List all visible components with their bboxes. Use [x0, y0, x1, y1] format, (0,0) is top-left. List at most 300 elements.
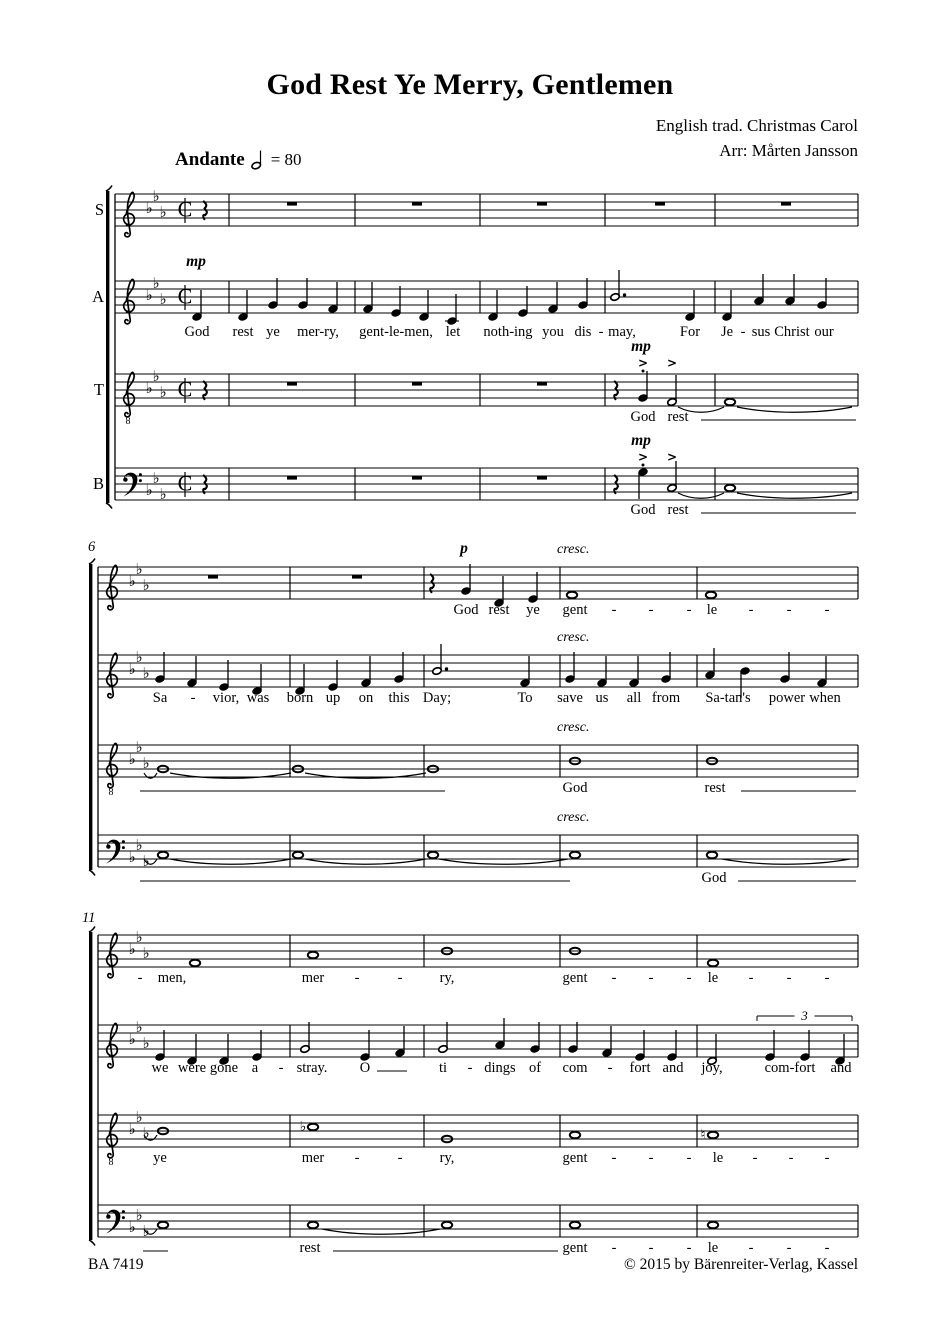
lyric-syllable: -	[354, 1150, 360, 1166]
treble-clef-stroke	[126, 192, 134, 224]
treble-clef-stroke	[108, 1056, 113, 1068]
note	[293, 852, 303, 859]
whole-notehead	[308, 952, 318, 959]
lyric-syllable: dis	[574, 324, 592, 340]
bass-clef-dot	[123, 477, 127, 481]
tie-slur	[737, 493, 852, 498]
credit-source: English trad. Christmas Carol	[655, 116, 858, 135]
lyric-syllable: gent	[562, 970, 588, 986]
lyric-syllable: of	[528, 1060, 542, 1076]
note	[780, 652, 790, 683]
system-1	[92, 186, 858, 519]
key-signature-flat-icon: ♭	[142, 664, 150, 682]
tie-slur	[170, 859, 291, 864]
note	[528, 572, 538, 603]
system-bracket	[89, 932, 92, 1240]
note	[328, 660, 338, 691]
lyric-syllable: gent	[562, 602, 588, 618]
bass-clef-dot	[122, 840, 125, 843]
lyric-syllable: -	[648, 1150, 654, 1166]
lyric-syllable: rest	[232, 324, 254, 340]
lyric-syllable: -	[748, 602, 754, 618]
note	[667, 1030, 677, 1061]
tie-slur	[678, 493, 724, 498]
lyric-syllable: gone	[209, 1060, 239, 1076]
note	[395, 1026, 405, 1057]
credit-arranger: Arr: Mårten Jansson	[719, 141, 858, 160]
lyric-syllable: fort	[629, 1060, 651, 1076]
system-2	[88, 539, 858, 886]
lyric-syllable: -	[598, 324, 604, 340]
treble-clef-stroke	[126, 372, 134, 404]
cut-time-icon: C	[177, 283, 193, 309]
bass-clef-dot	[139, 479, 142, 482]
cut-time-icon: C	[177, 376, 193, 402]
lyric-syllable: mer	[301, 1150, 325, 1166]
lyric-syllable: and	[662, 1060, 684, 1076]
lyric-syllable: born	[286, 690, 314, 706]
note	[707, 852, 717, 859]
note	[708, 1222, 718, 1229]
note	[461, 564, 471, 595]
voice-label: T	[93, 380, 104, 399]
lyric-syllable: For	[679, 324, 701, 340]
lyric-syllable: Je	[720, 324, 734, 340]
note	[155, 652, 165, 683]
page-title: God Rest Ye Merry, Gentlemen	[266, 68, 674, 101]
key-signature-flat-icon: ♭	[159, 203, 167, 221]
tie-slur	[305, 859, 426, 864]
whole-rest-icon	[287, 476, 297, 480]
lyric-syllable: rest	[488, 602, 510, 618]
lyric-syllable: mer-ry,	[297, 324, 339, 340]
lyric-syllable: -	[824, 1150, 830, 1166]
lyric-syllable: mer	[301, 970, 325, 986]
bracket-hook-bottom	[89, 1240, 95, 1246]
staff-t	[94, 338, 858, 427]
lyric-syllable: -	[137, 970, 143, 986]
whole-rest-icon	[537, 476, 547, 480]
voice-label: B	[92, 474, 104, 493]
lyric-syllable: ti	[438, 1060, 448, 1076]
lyric-syllable: gent	[562, 1240, 588, 1256]
lyric-syllable: -	[686, 1150, 692, 1166]
lyric-syllable: joy,	[701, 1060, 723, 1076]
whole-rest-icon	[287, 382, 297, 386]
note	[667, 450, 677, 492]
note	[817, 656, 827, 687]
staff-a	[92, 253, 858, 340]
cut-time-icon: C	[177, 470, 193, 496]
key-signature-flat-icon: ♭	[128, 1218, 136, 1236]
tie-slur	[439, 859, 568, 864]
treble-clef-stroke	[109, 565, 117, 597]
note	[548, 282, 558, 313]
key-signature-flat-icon: ♭	[128, 848, 136, 866]
key-signature-flat-icon: ♭	[128, 572, 136, 590]
lyric-syllable: -	[467, 1060, 473, 1076]
lyric-syllable: sus	[751, 324, 771, 340]
note	[442, 1222, 452, 1229]
crescendo-marking: cresc.	[557, 630, 590, 645]
bass-clef-dot	[122, 1210, 125, 1213]
lyric-syllable: save	[557, 690, 583, 706]
bracket-hook-top	[89, 927, 95, 933]
note	[238, 290, 248, 321]
flat-icon: ♭	[299, 1119, 307, 1135]
note	[800, 1030, 810, 1061]
lyric-syllable: -	[611, 1150, 617, 1166]
lyric-syllable: God	[184, 324, 210, 340]
note	[300, 1119, 319, 1135]
staff	[98, 928, 858, 986]
whole-notehead	[570, 852, 580, 859]
lyric-syllable: God	[453, 602, 479, 618]
lyric-syllable: were	[177, 1060, 207, 1076]
note	[708, 960, 718, 967]
treble-clef-stroke	[109, 743, 117, 775]
note	[706, 592, 716, 599]
whole-notehead	[570, 1222, 580, 1229]
lyric-syllable: -	[611, 970, 617, 986]
treble-clef-8-icon	[107, 1113, 118, 1168]
note	[155, 1030, 165, 1061]
lyric-syllable: God	[630, 409, 656, 425]
note	[602, 1026, 612, 1057]
lyric-syllable: dings	[484, 1060, 516, 1076]
lyric-syllable: -	[611, 1240, 617, 1256]
lyric-syllable: -	[354, 970, 360, 986]
dynamic-marking: mp	[631, 338, 651, 355]
note	[428, 852, 438, 859]
bracket-hook-bottom	[106, 503, 112, 509]
crescendo-marking: cresc.	[557, 810, 590, 825]
lyric-syllable: -	[686, 1240, 692, 1256]
lyric-syllable: rest	[667, 502, 689, 518]
whole-rest-icon	[655, 202, 665, 206]
whole-notehead	[725, 399, 735, 406]
lyric-syllable: we	[151, 1060, 169, 1076]
lyric-syllable: this	[388, 690, 410, 706]
system-3	[82, 910, 858, 1256]
half-note-icon	[250, 149, 266, 171]
note	[187, 656, 197, 687]
key-signature-flat-icon: ♭	[142, 576, 150, 594]
note	[638, 356, 648, 402]
treble-clef-icon	[107, 653, 118, 697]
whole-rest-icon	[412, 382, 422, 386]
lyric-syllable: O	[359, 1060, 371, 1076]
staff-s	[95, 187, 858, 237]
lyric-syllable: ry,	[439, 1150, 455, 1166]
copyright-notice: © 2015 by Bärenreiter-Verlag, Kassel	[624, 1256, 858, 1273]
lyric-syllable: God	[562, 780, 588, 796]
treble-clef-icon	[107, 933, 118, 977]
voice-label: S	[94, 200, 104, 219]
crescendo-marking: cresc.	[557, 542, 590, 557]
dynamic-marking: mp	[631, 432, 651, 449]
lyric-syllable: -	[788, 1150, 794, 1166]
lyric-syllable: rest	[299, 1240, 321, 1256]
note	[360, 1030, 370, 1061]
lyric-syllable: -	[648, 1240, 654, 1256]
tie-slur	[722, 859, 850, 864]
treble-clef-stroke	[126, 279, 134, 311]
staff	[98, 540, 858, 618]
note	[667, 356, 677, 406]
key-signature-flat-icon: ♭	[135, 928, 143, 946]
bracket-hook-top	[89, 559, 95, 565]
octave-8-label: 8	[108, 1157, 114, 1168]
whole-rest-icon	[537, 202, 547, 206]
lyric-syllable: power	[768, 690, 806, 706]
key-signature-flat-icon: ♭	[135, 560, 143, 578]
treble-clef-icon	[107, 565, 118, 609]
lyric-syllable: on	[358, 690, 374, 706]
treble-clef-8-icon	[107, 743, 118, 798]
lyric-syllable: -	[786, 602, 792, 618]
lyric-syllable: and	[830, 1060, 852, 1076]
whole-rest-icon	[412, 202, 422, 206]
staff-b	[93, 432, 858, 518]
lyric-syllable: gent	[562, 1150, 588, 1166]
note	[785, 274, 795, 305]
measure-number: 6	[88, 539, 96, 555]
lyric-syllable: -	[824, 1240, 830, 1256]
staff	[98, 630, 858, 706]
tempo-marking	[175, 149, 302, 171]
note	[419, 290, 429, 321]
lyric-syllable: vior,	[212, 690, 240, 706]
note	[565, 652, 575, 683]
note	[570, 852, 580, 859]
whole-rest-icon	[287, 202, 297, 206]
lyric-syllable: gent-le-men,	[359, 324, 433, 340]
whole-rest-icon	[352, 575, 362, 579]
key-signature-flat-icon: ♭	[152, 469, 160, 487]
lyric-syllable: rest	[704, 780, 726, 796]
note	[192, 290, 202, 321]
note	[661, 652, 671, 683]
lyric-syllable: To	[517, 690, 533, 706]
key-signature-flat-icon: ♭	[152, 367, 160, 385]
key-signature-flat-icon: ♭	[142, 1222, 150, 1240]
note	[488, 290, 498, 321]
key-signature-flat-icon: ♭	[128, 1120, 136, 1138]
lyric-syllable: -	[686, 970, 692, 986]
treble-clef-stroke	[109, 653, 117, 685]
lyric-syllable: let	[445, 324, 461, 340]
lyric-syllable: le	[707, 970, 719, 986]
treble-clef-stroke	[108, 966, 113, 978]
key-signature-flat-icon: ♭	[145, 286, 153, 304]
whole-notehead	[570, 1132, 580, 1139]
staccato-dot-icon	[642, 370, 645, 373]
key-signature-flat-icon: ♭	[128, 1030, 136, 1048]
lyric-syllable: noth-ing	[483, 324, 533, 340]
crescendo-marking: cresc.	[557, 720, 590, 735]
key-signature-flat-icon: ♭	[145, 379, 153, 397]
lyric-syllable: com-fort	[764, 1060, 816, 1076]
lyric-syllable: Sa-tan's	[705, 690, 751, 706]
note	[568, 1022, 578, 1053]
lyric-syllable: le	[706, 602, 718, 618]
note	[725, 485, 735, 492]
note	[817, 278, 827, 309]
key-signature-flat-icon: ♭	[145, 481, 153, 499]
lyric-syllable: -	[278, 1060, 284, 1076]
key-signature-flat-icon: ♭	[128, 660, 136, 678]
note	[300, 1022, 310, 1053]
key-signature-flat-icon: ♭	[128, 940, 136, 958]
key-signature-flat-icon: ♭	[152, 274, 160, 292]
note	[754, 274, 764, 305]
staff	[98, 1008, 858, 1076]
staff	[98, 1205, 858, 1256]
key-signature-flat-icon: ♭	[128, 750, 136, 768]
whole-notehead	[706, 592, 716, 599]
key-signature-flat-icon: ♭	[159, 383, 167, 401]
treble-clef-stroke	[125, 312, 130, 324]
key-signature-flat-icon: ♭	[142, 754, 150, 772]
staff	[98, 810, 858, 886]
lyric-syllable: God	[701, 870, 727, 886]
note	[530, 1022, 540, 1053]
note	[635, 1030, 645, 1061]
note	[190, 960, 200, 967]
whole-notehead	[567, 592, 577, 599]
lyric-syllable: -	[611, 602, 617, 618]
tie-slur	[322, 1229, 440, 1234]
lyric-syllable: -	[648, 602, 654, 618]
key-signature-flat-icon: ♭	[135, 1108, 143, 1126]
note	[308, 1222, 318, 1229]
whole-notehead	[190, 960, 200, 967]
lyric-syllable: Day;	[422, 690, 452, 706]
note	[518, 286, 528, 317]
note	[361, 656, 371, 687]
bass-clef-dot	[106, 1214, 110, 1218]
bracket-hook-bottom	[89, 870, 95, 876]
key-signature-flat-icon: ♭	[135, 1018, 143, 1036]
staccato-dot-icon	[642, 464, 645, 467]
note	[567, 592, 577, 599]
note	[391, 286, 401, 317]
octave-8-label: 8	[125, 416, 131, 427]
treble-clef-stroke	[108, 598, 113, 610]
note	[722, 290, 732, 321]
lyric-syllable: -	[824, 970, 830, 986]
lyric-syllable: -	[607, 1060, 613, 1076]
lyric-syllable: -	[786, 970, 792, 986]
note	[438, 1022, 448, 1053]
lyric-syllable: rest	[667, 409, 689, 425]
key-signature-flat-icon: ♭	[152, 187, 160, 205]
accent-icon: >	[666, 450, 678, 464]
augmentation-dot	[623, 293, 626, 296]
lyric-syllable: Sa	[152, 690, 168, 706]
whole-notehead	[158, 1222, 168, 1229]
lyric-syllable: ye	[153, 1150, 167, 1166]
whole-notehead	[708, 1222, 718, 1229]
lyric-syllable: ry,	[439, 970, 455, 986]
treble-clef-stroke	[108, 686, 113, 698]
note	[570, 1132, 580, 1139]
treble-clef-8-icon	[124, 372, 135, 427]
lyric-syllable: -	[648, 970, 654, 986]
note	[765, 1030, 775, 1061]
whole-notehead	[308, 1222, 318, 1229]
whole-notehead	[293, 852, 303, 859]
treble-clef-icon	[124, 279, 135, 323]
note	[252, 1030, 262, 1061]
key-signature-flat-icon: ♭	[159, 485, 167, 503]
key-signature-flat-icon: ♭	[142, 1034, 150, 1052]
bracket-hook-top	[106, 186, 112, 192]
lyric-syllable: from	[651, 690, 681, 706]
note	[308, 952, 318, 959]
system-bracket	[106, 191, 109, 503]
key-signature-flat-icon: ♭	[142, 852, 150, 870]
note	[700, 1127, 718, 1143]
lyric-syllable: -	[824, 602, 830, 618]
note	[158, 1222, 168, 1229]
note	[394, 652, 404, 683]
lyric-syllable: stray.	[296, 1060, 328, 1076]
accent-icon: >	[637, 356, 649, 370]
lyric-syllable: our	[814, 324, 834, 340]
bass-clef-dot	[122, 1216, 125, 1219]
key-signature-flat-icon: ♭	[159, 290, 167, 308]
system-bracket	[89, 564, 92, 870]
lyric-syllable: -	[786, 1240, 792, 1256]
lyric-syllable: you	[542, 324, 564, 340]
lyric-syllable: le	[712, 1150, 724, 1166]
whole-rest-icon	[781, 202, 791, 206]
lyric-syllable: -	[740, 324, 746, 340]
lyric-syllable: Christ	[774, 324, 810, 340]
key-signature-flat-icon: ♭	[135, 1206, 143, 1224]
note	[520, 656, 530, 687]
octave-8-label: 8	[108, 787, 114, 798]
natural-icon: ♮	[700, 1127, 706, 1143]
key-signature-flat-icon: ♭	[145, 199, 153, 217]
bass-clef-dot	[139, 473, 142, 476]
dynamic-marking: mp	[186, 253, 206, 270]
note	[705, 648, 715, 679]
cut-time-icon: C	[177, 196, 193, 222]
staff	[98, 1108, 858, 1168]
accent-icon: >	[666, 356, 678, 370]
lyric-syllable: God	[630, 502, 656, 518]
lyric-syllable: -	[397, 970, 403, 986]
tuplet-number: 3	[801, 1008, 808, 1023]
lyric-syllable: us	[595, 690, 609, 706]
lyric-syllable: -	[397, 1150, 403, 1166]
whole-notehead	[708, 1132, 718, 1139]
dynamic-marking: p	[460, 540, 468, 557]
measure-number: 11	[82, 910, 96, 926]
key-signature-flat-icon: ♭	[135, 648, 143, 666]
treble-clef-stroke	[109, 1113, 117, 1145]
lyric-syllable: -	[190, 690, 196, 706]
tempo-text: Andante	[175, 149, 245, 170]
treble-clef-icon	[124, 192, 135, 236]
lyric-syllable: -	[686, 602, 692, 618]
lyric-syllable: -	[748, 970, 754, 986]
lyric-syllable: was	[246, 690, 270, 706]
note	[685, 290, 695, 321]
